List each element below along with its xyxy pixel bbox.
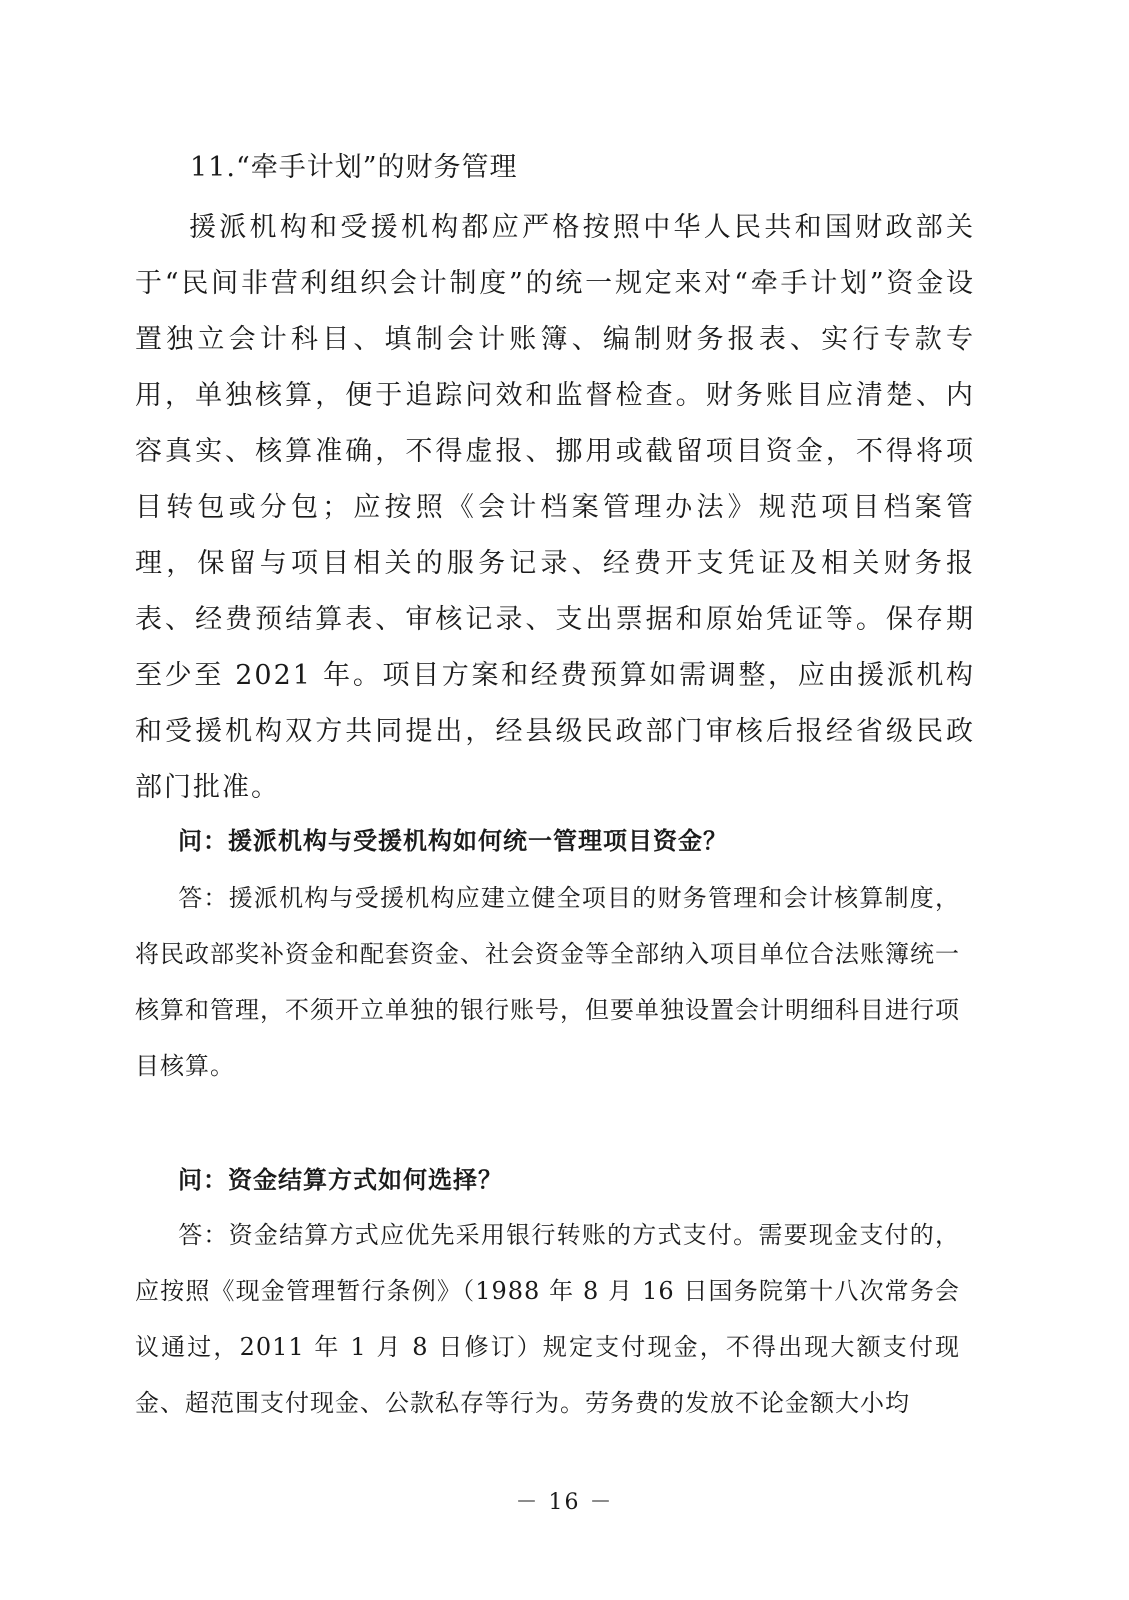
answer-2: 答：资金结算方式应优先采用银行转账的方式支付。需要现金支付的，应按照《现金管理暂行条例》（1988 年 8 月 16 日国务院第十八次常务会议通过，2011 年 1 月 8 日修订）规定支付现金，不得出现大额支付现金、超范围支付现金、公款私存等行为。劳务费的发放不论金额大小均 [135, 1221, 960, 1417]
section-heading: 11.“牵手计划”的财务管理 [190, 152, 518, 183]
answer-1: 答：援派机构与受援机构应建立健全项目的财务管理和会计核算制度，将民政部奖补资金和配套资金、社会资金等全部纳入项目单位合法账簿统一核算和管理，不须开立单独的银行账号，但要单独设置会计明细科目进行项目核算。 [135, 884, 960, 1080]
page-number: － 16 － [515, 1490, 614, 1515]
section-paragraph: 援派机构和受援机构都应严格按照中华人民共和国财政部关于“民间非营利组织会计制度”的统一规定来对“牵手计划”资金设置独立会计科目、填制会计账簿、编制财务报表、实行专款专用，单独核算，便于追踪问效和监督检查。财务账目应清楚、内容真实、核算准确，不得虚报、挪用或截留项目资金，不得将项目转包或分包；应按照《会计档案管理办法》规范项目档案管理，保留与项目相关的服务记录、经费开支凭证及相关财务报表、经费预结算表、审核记录、支出票据和原始凭证等。保存期至少至 2021 年。项目方案和经费预算如需调整，应由援派机构和受援机构双方共同提出，经县级民政部门审核后报经省级民政部门批准。 [135, 212, 975, 803]
question-2: 问：资金结算方式如何选择？ [178, 1165, 503, 1194]
question-1: 问：援派机构与受援机构如何统一管理项目资金？ [178, 826, 728, 855]
